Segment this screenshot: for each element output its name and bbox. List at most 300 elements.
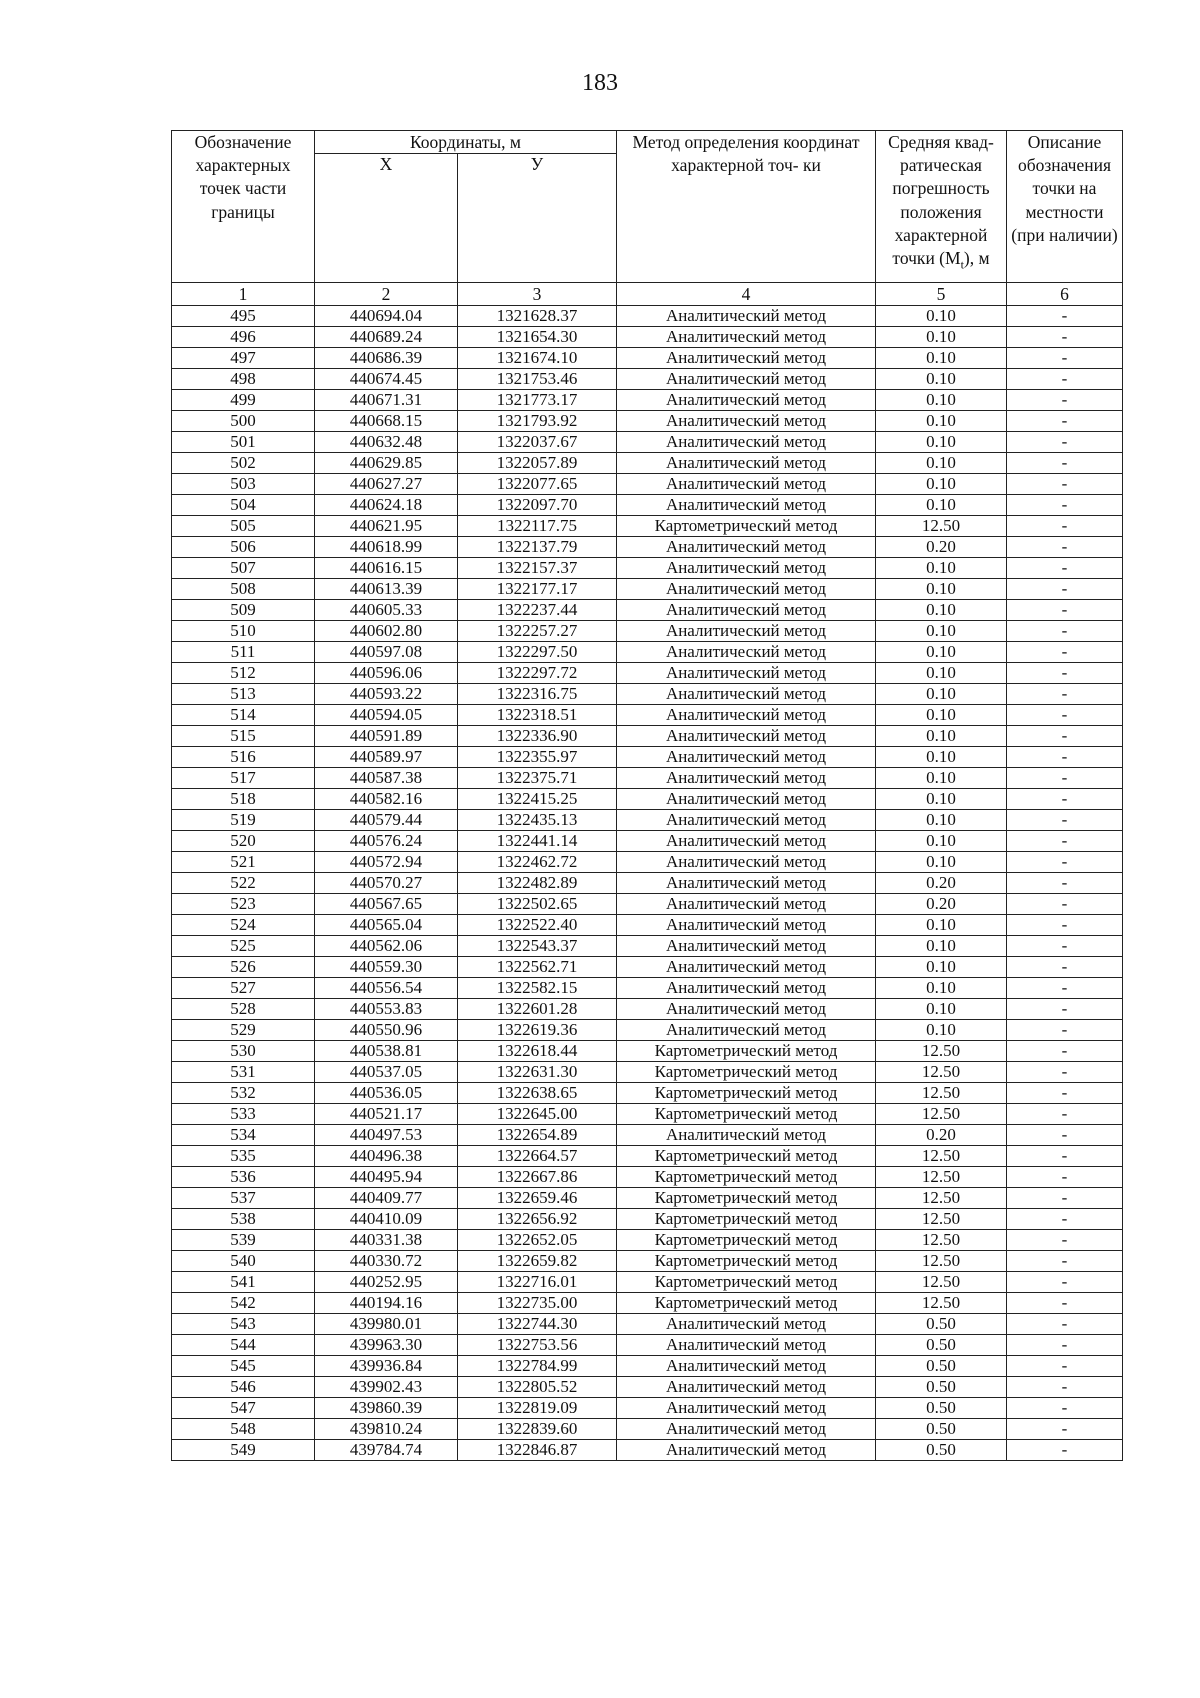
- method-cell: Аналитический метод: [617, 747, 876, 768]
- y-coordinate-cell: 1322502.65: [458, 894, 617, 915]
- table-row: [172, 369, 1123, 390]
- x-coordinate-cell: 440496.38: [315, 1146, 458, 1167]
- description-cell: -: [1007, 516, 1123, 537]
- description-cell: -: [1007, 1314, 1123, 1335]
- accuracy-cell: 0.10: [876, 747, 1007, 768]
- header-accuracy-unit: ), м: [963, 248, 990, 269]
- method-cell: Аналитический метод: [617, 873, 876, 894]
- method-cell: Аналитический метод: [617, 642, 876, 663]
- boundary-points-table: [171, 130, 1123, 1461]
- x-coordinate-cell: 439936.84: [315, 1356, 458, 1377]
- table-row: [172, 1146, 1123, 1167]
- y-coordinate-cell: 1322297.50: [458, 642, 617, 663]
- accuracy-cell: 0.10: [876, 411, 1007, 432]
- point-id-cell: 526: [172, 957, 315, 978]
- point-id-cell: 531: [172, 1062, 315, 1083]
- description-cell: -: [1007, 474, 1123, 495]
- x-coordinate-cell: 440686.39: [315, 348, 458, 369]
- description-cell: -: [1007, 1293, 1123, 1314]
- method-cell: Аналитический метод: [617, 663, 876, 684]
- accuracy-cell: 0.50: [876, 1398, 1007, 1419]
- description-cell: -: [1007, 1272, 1123, 1293]
- accuracy-cell: 0.10: [876, 558, 1007, 579]
- x-coordinate-cell: 440616.15: [315, 558, 458, 579]
- y-coordinate-cell: 1322582.15: [458, 978, 617, 999]
- x-coordinate-cell: 440536.05: [315, 1083, 458, 1104]
- point-id-cell: 527: [172, 978, 315, 999]
- method-cell: Аналитический метод: [617, 474, 876, 495]
- table-row: [172, 978, 1123, 999]
- accuracy-cell: 0.10: [876, 705, 1007, 726]
- x-coordinate-cell: 440194.16: [315, 1293, 458, 1314]
- header-accuracy: [876, 131, 1007, 283]
- point-id-cell: 530: [172, 1041, 315, 1062]
- table-row: [172, 474, 1123, 495]
- point-id-cell: 513: [172, 684, 315, 705]
- y-coordinate-cell: 1321773.17: [458, 390, 617, 411]
- column-numbers-row: [172, 283, 1123, 306]
- description-cell: -: [1007, 537, 1123, 558]
- x-coordinate-cell: 440409.77: [315, 1188, 458, 1209]
- description-cell: -: [1007, 558, 1123, 579]
- point-id-cell: 518: [172, 789, 315, 810]
- accuracy-cell: 0.10: [876, 663, 1007, 684]
- accuracy-cell: 12.50: [876, 1041, 1007, 1062]
- accuracy-cell: 0.50: [876, 1356, 1007, 1377]
- point-id-cell: 544: [172, 1335, 315, 1356]
- accuracy-cell: 0.50: [876, 1314, 1007, 1335]
- description-cell: -: [1007, 306, 1123, 327]
- x-coordinate-cell: 440553.83: [315, 999, 458, 1020]
- point-id-cell: 497: [172, 348, 315, 369]
- accuracy-cell: 12.50: [876, 1251, 1007, 1272]
- table-row: [172, 789, 1123, 810]
- description-cell: -: [1007, 747, 1123, 768]
- x-coordinate-cell: 440570.27: [315, 873, 458, 894]
- description-cell: -: [1007, 1020, 1123, 1041]
- description-cell: -: [1007, 684, 1123, 705]
- x-coordinate-cell: 440521.17: [315, 1104, 458, 1125]
- table-row: [172, 726, 1123, 747]
- table-row: [172, 411, 1123, 432]
- point-id-cell: 499: [172, 390, 315, 411]
- point-id-cell: 537: [172, 1188, 315, 1209]
- method-cell: Картометрический метод: [617, 1272, 876, 1293]
- y-coordinate-cell: 1322753.56: [458, 1335, 617, 1356]
- method-cell: Аналитический метод: [617, 1398, 876, 1419]
- description-cell: -: [1007, 1251, 1123, 1272]
- accuracy-cell: 0.10: [876, 726, 1007, 747]
- table-row: [172, 915, 1123, 936]
- point-id-cell: 541: [172, 1272, 315, 1293]
- table-row: [172, 1314, 1123, 1335]
- y-coordinate-cell: 1322522.40: [458, 915, 617, 936]
- accuracy-cell: 0.20: [876, 1125, 1007, 1146]
- x-coordinate-cell: 440538.81: [315, 1041, 458, 1062]
- method-cell: Картометрический метод: [617, 516, 876, 537]
- y-coordinate-cell: 1322355.97: [458, 747, 617, 768]
- accuracy-cell: 12.50: [876, 1083, 1007, 1104]
- description-cell: -: [1007, 978, 1123, 999]
- y-coordinate-cell: 1322037.67: [458, 432, 617, 453]
- method-cell: Аналитический метод: [617, 1419, 876, 1440]
- description-cell: -: [1007, 957, 1123, 978]
- point-id-cell: 548: [172, 1419, 315, 1440]
- table-row: [172, 1377, 1123, 1398]
- accuracy-cell: 0.10: [876, 495, 1007, 516]
- table-row: [172, 684, 1123, 705]
- description-cell: -: [1007, 453, 1123, 474]
- method-cell: Картометрический метод: [617, 1146, 876, 1167]
- accuracy-cell: 0.10: [876, 852, 1007, 873]
- method-cell: Аналитический метод: [617, 831, 876, 852]
- table-row: [172, 999, 1123, 1020]
- description-cell: -: [1007, 663, 1123, 684]
- x-coordinate-cell: 440602.80: [315, 621, 458, 642]
- accuracy-cell: 12.50: [876, 1209, 1007, 1230]
- accuracy-cell: 0.10: [876, 936, 1007, 957]
- x-coordinate-cell: 440605.33: [315, 600, 458, 621]
- method-cell: Аналитический метод: [617, 726, 876, 747]
- x-coordinate-cell: 440559.30: [315, 957, 458, 978]
- y-coordinate-cell: 1322805.52: [458, 1377, 617, 1398]
- point-id-cell: 514: [172, 705, 315, 726]
- method-cell: Аналитический метод: [617, 915, 876, 936]
- x-coordinate-cell: 440252.95: [315, 1272, 458, 1293]
- table-row: [172, 558, 1123, 579]
- table-row: [172, 642, 1123, 663]
- description-cell: -: [1007, 495, 1123, 516]
- method-cell: Аналитический метод: [617, 306, 876, 327]
- column-number: 6: [1007, 283, 1123, 306]
- method-cell: Картометрический метод: [617, 1062, 876, 1083]
- header-method: Метод определения координат характерной точ- ки: [617, 131, 876, 283]
- description-cell: -: [1007, 1440, 1123, 1461]
- point-id-cell: 545: [172, 1356, 315, 1377]
- table-row: [172, 663, 1123, 684]
- description-cell: -: [1007, 852, 1123, 873]
- x-coordinate-cell: 440668.15: [315, 411, 458, 432]
- method-cell: Картометрический метод: [617, 1230, 876, 1251]
- method-cell: Аналитический метод: [617, 894, 876, 915]
- accuracy-cell: 0.10: [876, 978, 1007, 999]
- table-row: [172, 1104, 1123, 1125]
- point-id-cell: 523: [172, 894, 315, 915]
- table-row: [172, 327, 1123, 348]
- x-coordinate-cell: 440594.05: [315, 705, 458, 726]
- description-cell: -: [1007, 831, 1123, 852]
- x-coordinate-cell: 439784.74: [315, 1440, 458, 1461]
- point-id-cell: 507: [172, 558, 315, 579]
- table-row: [172, 453, 1123, 474]
- table-row: [172, 810, 1123, 831]
- table-row: [172, 306, 1123, 327]
- method-cell: Аналитический метод: [617, 1440, 876, 1461]
- description-cell: -: [1007, 642, 1123, 663]
- point-id-cell: 512: [172, 663, 315, 684]
- description-cell: -: [1007, 621, 1123, 642]
- table-row: [172, 1293, 1123, 1314]
- y-coordinate-cell: 1322654.89: [458, 1125, 617, 1146]
- y-coordinate-cell: 1322562.71: [458, 957, 617, 978]
- y-coordinate-cell: 1322716.01: [458, 1272, 617, 1293]
- method-cell: Аналитический метод: [617, 432, 876, 453]
- point-id-cell: 504: [172, 495, 315, 516]
- method-cell: Аналитический метод: [617, 600, 876, 621]
- method-cell: Аналитический метод: [617, 852, 876, 873]
- description-cell: -: [1007, 1041, 1123, 1062]
- y-coordinate-cell: 1322137.79: [458, 537, 617, 558]
- description-cell: -: [1007, 726, 1123, 747]
- accuracy-cell: 0.10: [876, 390, 1007, 411]
- accuracy-cell: 0.50: [876, 1377, 1007, 1398]
- description-cell: -: [1007, 390, 1123, 411]
- description-cell: -: [1007, 768, 1123, 789]
- x-coordinate-cell: 440567.65: [315, 894, 458, 915]
- description-cell: -: [1007, 936, 1123, 957]
- description-cell: -: [1007, 327, 1123, 348]
- x-coordinate-cell: 440497.53: [315, 1125, 458, 1146]
- point-id-cell: 498: [172, 369, 315, 390]
- y-coordinate-cell: 1322415.25: [458, 789, 617, 810]
- point-id-cell: 508: [172, 579, 315, 600]
- description-cell: -: [1007, 873, 1123, 894]
- table-row: [172, 621, 1123, 642]
- method-cell: Аналитический метод: [617, 411, 876, 432]
- point-id-cell: 542: [172, 1293, 315, 1314]
- method-cell: Аналитический метод: [617, 684, 876, 705]
- accuracy-cell: 0.10: [876, 1020, 1007, 1041]
- description-cell: -: [1007, 1335, 1123, 1356]
- x-coordinate-cell: 440495.94: [315, 1167, 458, 1188]
- y-coordinate-cell: 1322318.51: [458, 705, 617, 726]
- accuracy-cell: 0.10: [876, 831, 1007, 852]
- method-cell: Аналитический метод: [617, 453, 876, 474]
- accuracy-cell: 0.10: [876, 474, 1007, 495]
- description-cell: -: [1007, 1230, 1123, 1251]
- description-cell: -: [1007, 1419, 1123, 1440]
- header-accuracy-subscript: t: [960, 257, 964, 272]
- y-coordinate-cell: 1322316.75: [458, 684, 617, 705]
- y-coordinate-cell: 1322441.14: [458, 831, 617, 852]
- method-cell: Аналитический метод: [617, 369, 876, 390]
- y-coordinate-cell: 1322297.72: [458, 663, 617, 684]
- description-cell: -: [1007, 1062, 1123, 1083]
- method-cell: Картометрический метод: [617, 1041, 876, 1062]
- x-coordinate-cell: 440572.94: [315, 852, 458, 873]
- method-cell: Аналитический метод: [617, 579, 876, 600]
- y-coordinate-cell: 1322375.71: [458, 768, 617, 789]
- point-id-cell: 496: [172, 327, 315, 348]
- description-cell: -: [1007, 1377, 1123, 1398]
- y-coordinate-cell: 1321654.30: [458, 327, 617, 348]
- description-cell: -: [1007, 1125, 1123, 1146]
- point-id-cell: 528: [172, 999, 315, 1020]
- method-cell: Аналитический метод: [617, 1356, 876, 1377]
- y-coordinate-cell: 1322656.92: [458, 1209, 617, 1230]
- method-cell: Аналитический метод: [617, 495, 876, 516]
- y-coordinate-cell: 1322177.17: [458, 579, 617, 600]
- point-id-cell: 521: [172, 852, 315, 873]
- description-cell: -: [1007, 1146, 1123, 1167]
- y-coordinate-cell: 1322097.70: [458, 495, 617, 516]
- table-row: [172, 1209, 1123, 1230]
- method-cell: Аналитический метод: [617, 1314, 876, 1335]
- accuracy-cell: 12.50: [876, 1104, 1007, 1125]
- method-cell: Аналитический метод: [617, 348, 876, 369]
- accuracy-cell: 0.10: [876, 999, 1007, 1020]
- point-id-cell: 549: [172, 1440, 315, 1461]
- method-cell: Аналитический метод: [617, 1125, 876, 1146]
- y-coordinate-cell: 1322618.44: [458, 1041, 617, 1062]
- table-row: [172, 1230, 1123, 1251]
- header-accuracy-text: Средняя квад- ратическая погрешность положения характерной точки (M: [888, 132, 994, 269]
- method-cell: Аналитический метод: [617, 558, 876, 579]
- accuracy-cell: 12.50: [876, 1230, 1007, 1251]
- method-cell: Аналитический метод: [617, 1020, 876, 1041]
- method-cell: Картометрический метод: [617, 1209, 876, 1230]
- description-cell: -: [1007, 810, 1123, 831]
- point-id-cell: 546: [172, 1377, 315, 1398]
- accuracy-cell: 0.20: [876, 873, 1007, 894]
- table-row: [172, 348, 1123, 369]
- column-number: 3: [458, 283, 617, 306]
- table-row: [172, 495, 1123, 516]
- accuracy-cell: 0.50: [876, 1335, 1007, 1356]
- table-row: [172, 1167, 1123, 1188]
- method-cell: Аналитический метод: [617, 810, 876, 831]
- accuracy-cell: 0.10: [876, 768, 1007, 789]
- y-coordinate-cell: 1321793.92: [458, 411, 617, 432]
- table-row: [172, 957, 1123, 978]
- description-cell: -: [1007, 411, 1123, 432]
- header-y: У: [458, 154, 617, 283]
- x-coordinate-cell: 440629.85: [315, 453, 458, 474]
- method-cell: Аналитический метод: [617, 957, 876, 978]
- description-cell: -: [1007, 600, 1123, 621]
- x-coordinate-cell: 440582.16: [315, 789, 458, 810]
- accuracy-cell: 0.10: [876, 579, 1007, 600]
- description-cell: -: [1007, 1104, 1123, 1125]
- accuracy-cell: 12.50: [876, 1293, 1007, 1314]
- x-coordinate-cell: 440674.45: [315, 369, 458, 390]
- x-coordinate-cell: 440565.04: [315, 915, 458, 936]
- point-id-cell: 529: [172, 1020, 315, 1041]
- y-coordinate-cell: 1322336.90: [458, 726, 617, 747]
- x-coordinate-cell: 440596.06: [315, 663, 458, 684]
- description-cell: -: [1007, 789, 1123, 810]
- y-coordinate-cell: 1322667.86: [458, 1167, 617, 1188]
- y-coordinate-cell: 1322482.89: [458, 873, 617, 894]
- point-id-cell: 522: [172, 873, 315, 894]
- y-coordinate-cell: 1322543.37: [458, 936, 617, 957]
- method-cell: Аналитический метод: [617, 327, 876, 348]
- description-cell: -: [1007, 348, 1123, 369]
- y-coordinate-cell: 1322257.27: [458, 621, 617, 642]
- table-row: [172, 1335, 1123, 1356]
- x-coordinate-cell: 440624.18: [315, 495, 458, 516]
- accuracy-cell: 0.10: [876, 432, 1007, 453]
- point-id-cell: 509: [172, 600, 315, 621]
- accuracy-cell: 12.50: [876, 1146, 1007, 1167]
- y-coordinate-cell: 1322839.60: [458, 1419, 617, 1440]
- accuracy-cell: 0.10: [876, 306, 1007, 327]
- y-coordinate-cell: 1322462.72: [458, 852, 617, 873]
- description-cell: -: [1007, 915, 1123, 936]
- y-coordinate-cell: 1322077.65: [458, 474, 617, 495]
- point-id-cell: 539: [172, 1230, 315, 1251]
- y-coordinate-cell: 1322784.99: [458, 1356, 617, 1377]
- table-row: [172, 873, 1123, 894]
- y-coordinate-cell: 1322664.57: [458, 1146, 617, 1167]
- table-row: [172, 747, 1123, 768]
- point-id-cell: 536: [172, 1167, 315, 1188]
- description-cell: -: [1007, 1398, 1123, 1419]
- point-id-cell: 503: [172, 474, 315, 495]
- x-coordinate-cell: 440587.38: [315, 768, 458, 789]
- x-coordinate-cell: 440579.44: [315, 810, 458, 831]
- method-cell: Картометрический метод: [617, 1188, 876, 1209]
- y-coordinate-cell: 1322057.89: [458, 453, 617, 474]
- x-coordinate-cell: 440621.95: [315, 516, 458, 537]
- y-coordinate-cell: 1322645.00: [458, 1104, 617, 1125]
- table-row: [172, 579, 1123, 600]
- x-coordinate-cell: 440618.99: [315, 537, 458, 558]
- method-cell: Аналитический метод: [617, 978, 876, 999]
- y-coordinate-cell: 1322735.00: [458, 1293, 617, 1314]
- accuracy-cell: 0.10: [876, 789, 1007, 810]
- table-row: [172, 1188, 1123, 1209]
- table-body: [172, 306, 1123, 1461]
- x-coordinate-cell: 440627.27: [315, 474, 458, 495]
- column-number: 4: [617, 283, 876, 306]
- point-id-cell: 516: [172, 747, 315, 768]
- column-number: 1: [172, 283, 315, 306]
- table-row: [172, 852, 1123, 873]
- y-coordinate-cell: 1322631.30: [458, 1062, 617, 1083]
- method-cell: Аналитический метод: [617, 1335, 876, 1356]
- column-number: 5: [876, 283, 1007, 306]
- x-coordinate-cell: 439860.39: [315, 1398, 458, 1419]
- method-cell: Аналитический метод: [617, 1377, 876, 1398]
- x-coordinate-cell: 440593.22: [315, 684, 458, 705]
- point-id-cell: 500: [172, 411, 315, 432]
- x-coordinate-cell: 440556.54: [315, 978, 458, 999]
- method-cell: Картометрический метод: [617, 1104, 876, 1125]
- point-id-cell: 506: [172, 537, 315, 558]
- table-row: [172, 1398, 1123, 1419]
- x-coordinate-cell: 439902.43: [315, 1377, 458, 1398]
- method-cell: Аналитический метод: [617, 705, 876, 726]
- table-row: [172, 1272, 1123, 1293]
- method-cell: Картометрический метод: [617, 1083, 876, 1104]
- x-coordinate-cell: 440589.97: [315, 747, 458, 768]
- x-coordinate-cell: 440550.96: [315, 1020, 458, 1041]
- accuracy-cell: 0.10: [876, 327, 1007, 348]
- table-row: [172, 831, 1123, 852]
- y-coordinate-cell: 1322659.82: [458, 1251, 617, 1272]
- table-row: [172, 1125, 1123, 1146]
- table-row: [172, 1356, 1123, 1377]
- x-coordinate-cell: 440694.04: [315, 306, 458, 327]
- header-x: Х: [315, 154, 458, 283]
- accuracy-cell: 12.50: [876, 516, 1007, 537]
- point-id-cell: 524: [172, 915, 315, 936]
- table-row: [172, 1062, 1123, 1083]
- point-id-cell: 495: [172, 306, 315, 327]
- x-coordinate-cell: 440410.09: [315, 1209, 458, 1230]
- y-coordinate-cell: 1322659.46: [458, 1188, 617, 1209]
